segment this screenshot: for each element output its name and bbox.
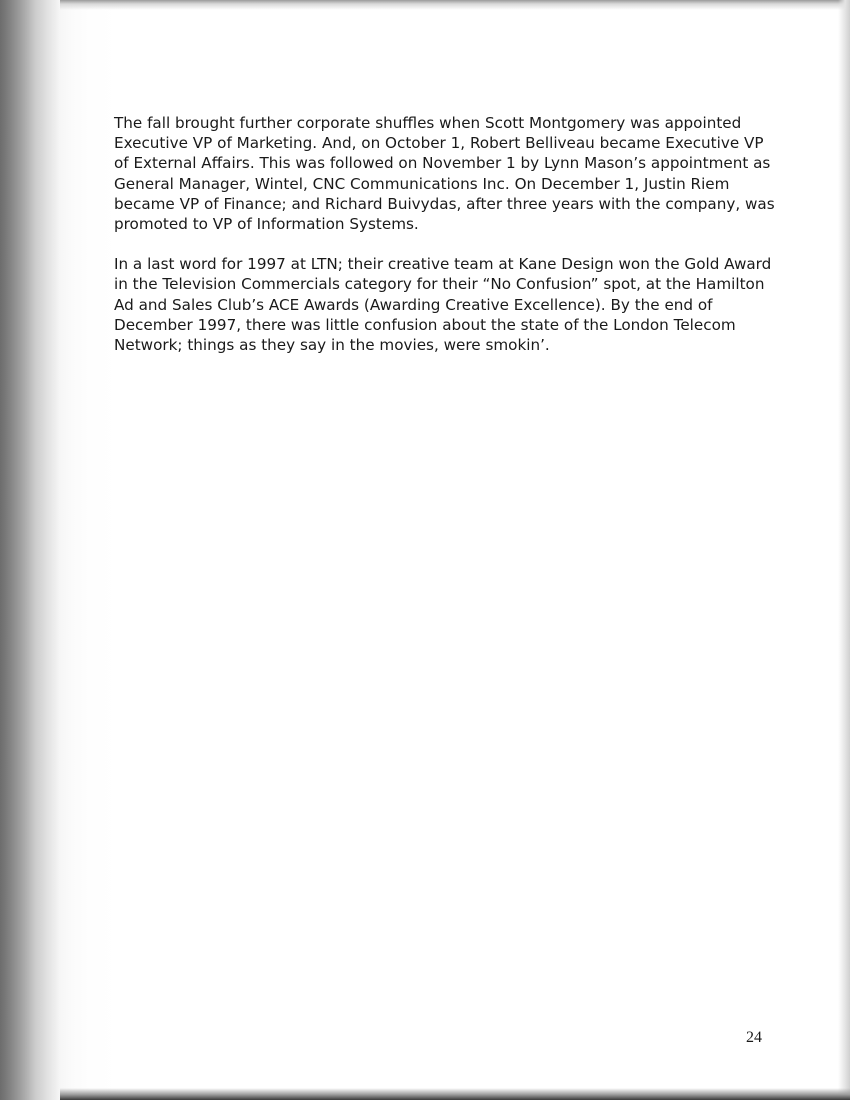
text-line: of External Affairs. This was followed on November 1 by Lynn Mason’s appointment as xyxy=(114,154,771,173)
text-line: In a last word for 1997 at LTN; their creative team at Kane Design won the Gold Award xyxy=(114,255,772,274)
text-line: became VP of Finance; and Richard Buivydas, after three years with the company, was xyxy=(114,194,775,213)
paragraph-corporate-shuffles xyxy=(114,113,774,234)
body-text xyxy=(114,113,774,375)
text-line: December 1997, there was little confusion about the state of the London Telecom xyxy=(114,315,736,334)
text-line: Executive VP of Marketing. And, on October 1, Robert Belliveau became Executive VP xyxy=(114,134,764,153)
right-page-edge xyxy=(838,0,850,1100)
text-line: Ad and Sales Club’s ACE Awards (Awarding Creative Excellence). By the end of xyxy=(114,295,713,314)
text-line: The fall brought further corporate shuffles when Scott Montgomery was appointed xyxy=(114,114,742,132)
page-number: 24 xyxy=(746,1029,762,1046)
binding-shadow xyxy=(0,0,60,1100)
text-line: in the Television Commercials category for their “No Confusion” spot, at the Hamilton xyxy=(114,275,765,294)
top-page-edge xyxy=(60,0,850,10)
text-line: Network; things as they say in the movies, were smokin’. xyxy=(114,336,550,355)
text-line: General Manager, Wintel, CNC Communications Inc. On December 1, Justin Riem xyxy=(114,174,730,193)
text-line: promoted to VP of Information Systems. xyxy=(114,215,419,234)
bottom-page-edge xyxy=(60,1088,850,1100)
paragraph-ace-awards xyxy=(114,254,774,355)
